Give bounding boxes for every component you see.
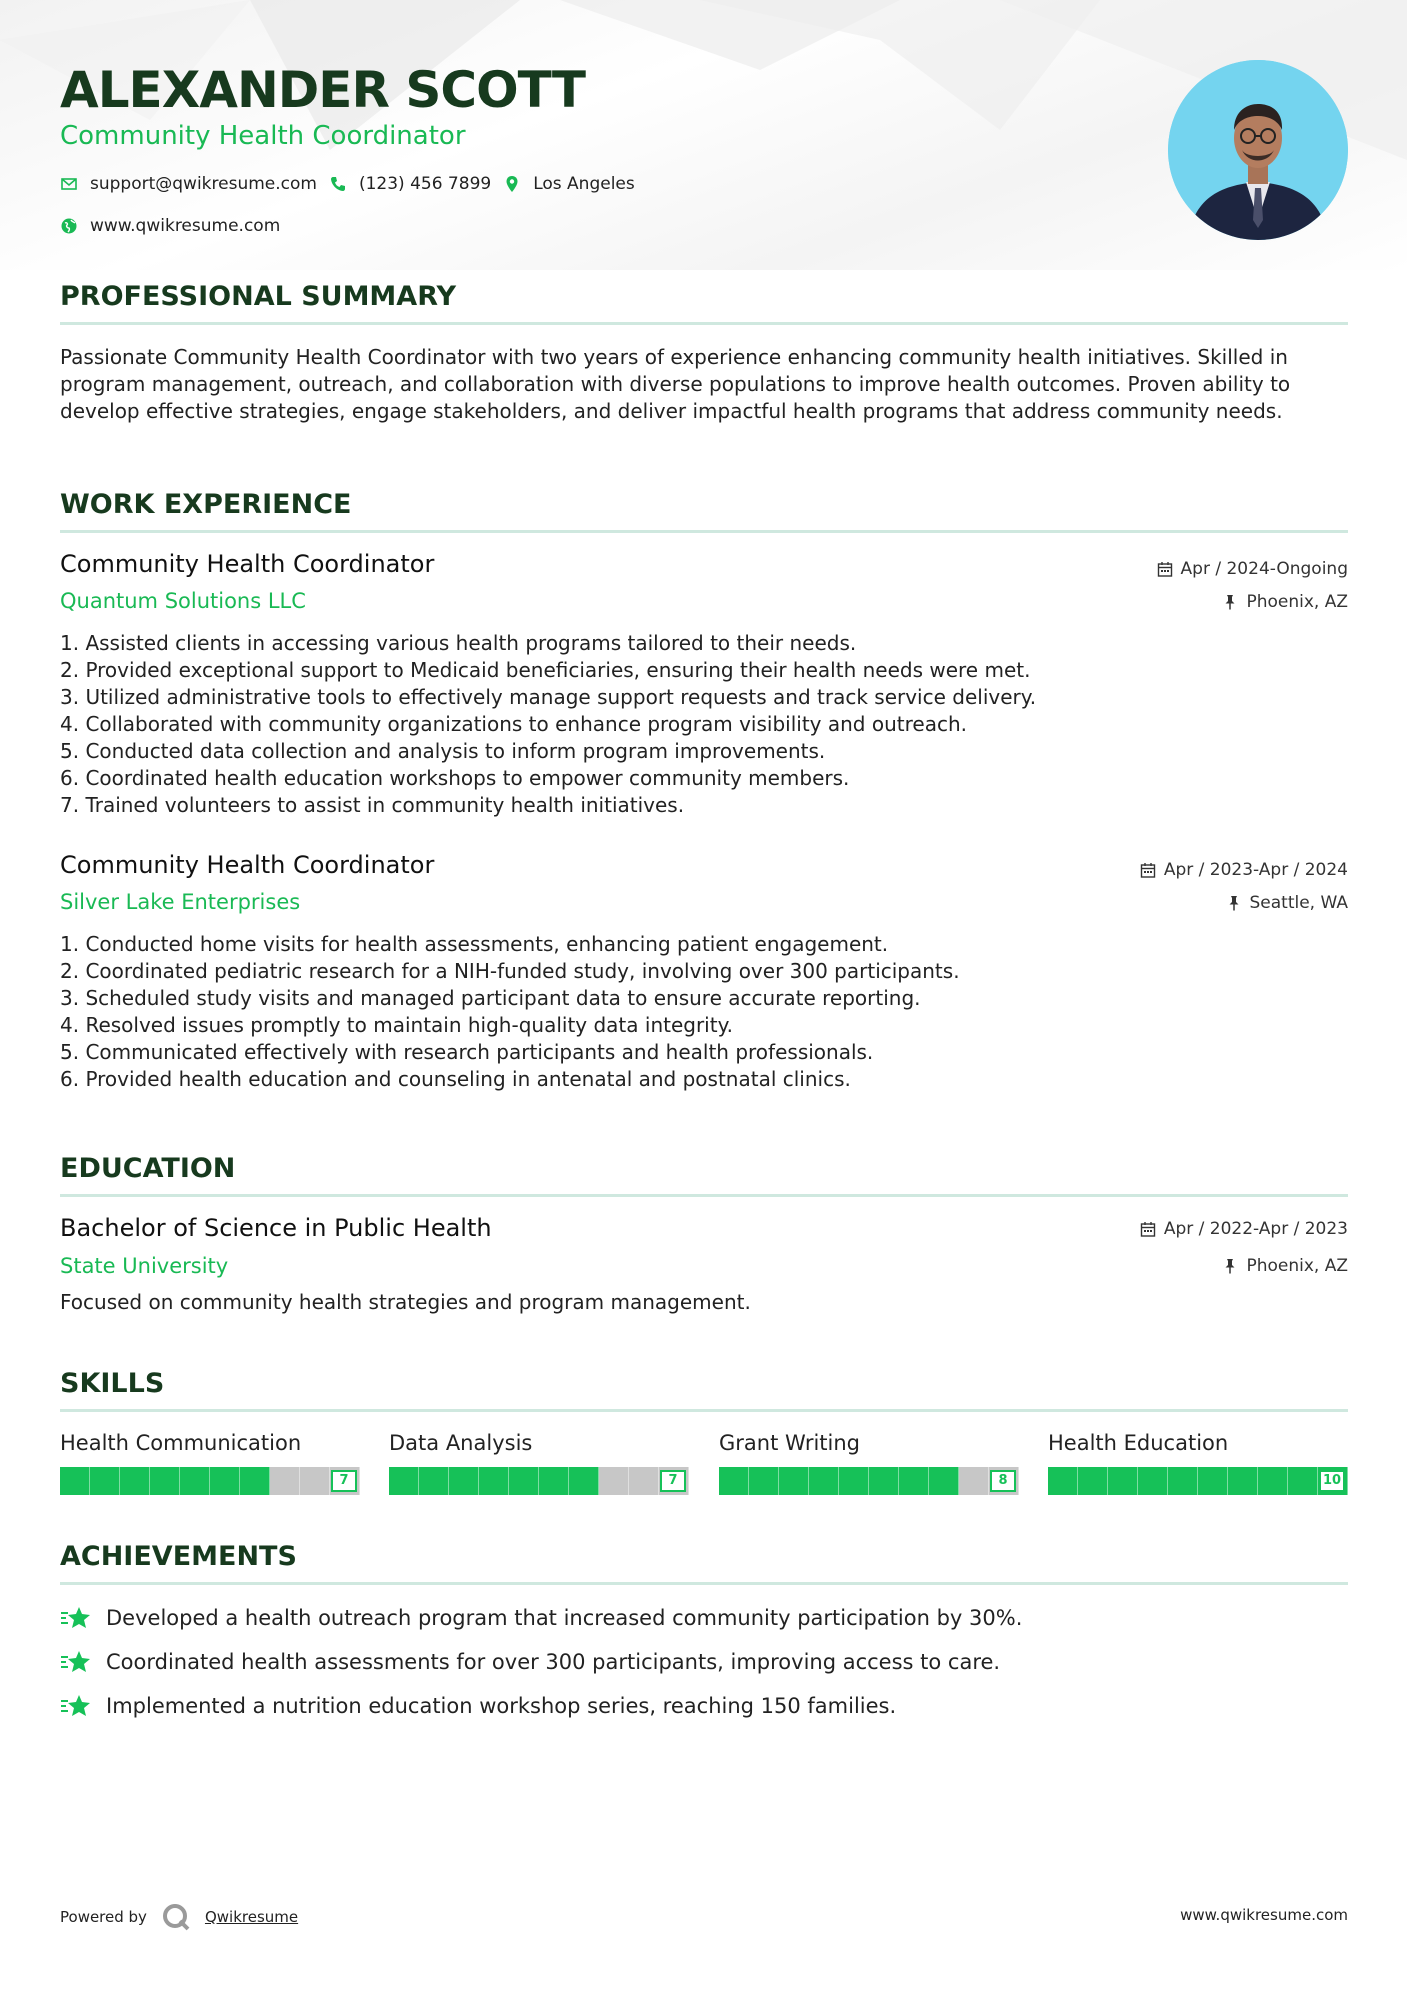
skill-score: 10 (1319, 1470, 1345, 1492)
candidate-title: Community Health Coordinator (60, 121, 466, 151)
experience-divider (60, 530, 1348, 533)
skill-bar-segment (300, 1467, 330, 1495)
star-icon (60, 1693, 92, 1719)
skill-item (389, 1429, 689, 1495)
achievements-divider (60, 1582, 1348, 1585)
skill-bar-segment (150, 1467, 180, 1495)
job-2-dates-row (1140, 859, 1348, 881)
education-description: Focused on community health strategies and program management. (60, 1290, 751, 1314)
footer-powered-by (60, 1902, 298, 1932)
duty-item: 1. Assisted clients in accessing various health programs tailored to their needs. (60, 631, 857, 655)
skill-bar-segment (569, 1467, 599, 1495)
duty-item: 7. Trained volunteers to assist in community health initiatives. (60, 793, 685, 817)
duty-item: 5. Communicated effectively with research participants and health professionals. (60, 1040, 874, 1064)
education-heading: EDUCATION (60, 1153, 236, 1184)
skill-bar-segment (509, 1467, 539, 1495)
skill-bar-segment (449, 1467, 479, 1495)
contact-email[interactable]: support@qwikresume.com (90, 174, 317, 194)
skill-bar-segment (779, 1467, 809, 1495)
education-degree: Bachelor of Science in Public Health (60, 1214, 492, 1242)
duty-item: 5. Conducted data collection and analysis to inform program improvements. (60, 739, 826, 763)
skill-bar-segment (749, 1467, 779, 1495)
powered-by-label: Powered by (60, 1908, 147, 1926)
job-1-dates: Apr / 2024-Ongoing (1180, 559, 1348, 579)
skill-meter (719, 1467, 1019, 1495)
achievement-text: Implemented a nutrition education workshop series, reaching 150 families. (106, 1694, 897, 1718)
calendar-icon (1140, 862, 1156, 878)
skill-name: Grant Writing (719, 1431, 860, 1455)
skill-bar-segment (839, 1467, 869, 1495)
skill-bar-segment (90, 1467, 120, 1495)
phone-icon (329, 175, 347, 193)
job-1-location-row (1222, 591, 1348, 613)
skill-bar-segment (899, 1467, 929, 1495)
duty-item: 6. Coordinated health education workshops to empower community members. (60, 766, 850, 790)
achievement-item (60, 1604, 1022, 1632)
skill-bar-segment (1138, 1467, 1168, 1495)
calendar-icon (1140, 1221, 1156, 1237)
education-divider (60, 1194, 1348, 1197)
job-1-duties (60, 630, 1348, 819)
job-2-duties (60, 931, 1348, 1093)
contact-row-1 (60, 173, 635, 195)
education-dates: Apr / 2022-Apr / 2023 (1163, 1219, 1348, 1239)
job-1-dates-row (1157, 558, 1348, 580)
job-2-dates: Apr / 2023-Apr / 2024 (1163, 860, 1348, 880)
globe-icon (60, 217, 78, 235)
contact-phone[interactable]: (123) 456 7899 (358, 174, 492, 194)
achievement-item (60, 1648, 1000, 1676)
calendar-icon (1157, 561, 1173, 577)
skill-item (719, 1429, 1019, 1495)
education-location-row (1222, 1255, 1348, 1277)
skill-bar (719, 1467, 1019, 1495)
skill-bar-segment (929, 1467, 959, 1495)
job-1-title: Community Health Coordinator (60, 550, 435, 578)
profile-photo (1168, 60, 1348, 240)
skill-bar-segment (539, 1467, 569, 1495)
skill-bar-segment (180, 1467, 210, 1495)
education-location: Phoenix, AZ (1246, 1256, 1348, 1276)
skill-item (60, 1429, 360, 1495)
star-icon (60, 1605, 92, 1631)
duty-item: 4. Resolved issues promptly to maintain high-quality data integrity. (60, 1013, 733, 1037)
job-2-title: Community Health Coordinator (60, 851, 435, 879)
job-1-company: Quantum Solutions LLC (60, 589, 306, 613)
skill-score: 8 (990, 1470, 1016, 1492)
summary-text: Passionate Community Health Coordinator with two years of experience enhancing community health initiatives. Skilled in program management, outreach, and collaboration with diverse populations to improve health outcomes. Proven ability to develop effective strategies, engage stakeholders, and deliver impactful health programs that address community needs. (60, 345, 1291, 423)
skill-bar-segment (1048, 1467, 1078, 1495)
envelope-icon (60, 175, 78, 193)
job-2-location-row (1226, 892, 1349, 914)
skill-bar-segment (1078, 1467, 1108, 1495)
skill-meter (1048, 1467, 1348, 1495)
job-2-location: Seattle, WA (1249, 893, 1348, 913)
skill-name: Health Education (1048, 1431, 1229, 1455)
person-silhouette-icon (1168, 60, 1348, 240)
job-1-location: Phoenix, AZ (1246, 592, 1348, 612)
skill-bar-segment (959, 1467, 989, 1495)
education-school: State University (60, 1254, 229, 1278)
skill-bar-segment (1198, 1467, 1228, 1495)
pushpin-icon (1226, 895, 1242, 911)
skill-bar-segment (1168, 1467, 1198, 1495)
skill-bar (60, 1467, 360, 1495)
duty-item: 3. Utilized administrative tools to effectively manage support requests and track service delivery. (60, 685, 1037, 709)
summary-heading: PROFESSIONAL SUMMARY (60, 281, 457, 312)
skill-bar-segment (389, 1467, 419, 1495)
skill-score: 7 (331, 1470, 357, 1492)
skill-bar-segment (719, 1467, 749, 1495)
skill-bar-segment (60, 1467, 90, 1495)
skill-bar (389, 1467, 689, 1495)
skills-divider (60, 1409, 1348, 1412)
duty-item: 2. Provided exceptional support to Medicaid beneficiaries, ensuring their health needs were met. (60, 658, 1031, 682)
skill-bar-segment (809, 1467, 839, 1495)
candidate-name: ALEXANDER SCOTT (60, 61, 585, 119)
duty-item: 2. Coordinated pediatric research for a NIH-funded study, involving over 300 participants. (60, 959, 960, 983)
skill-bar-segment (629, 1467, 659, 1495)
summary-divider (60, 322, 1348, 325)
skill-bar-segment (240, 1467, 270, 1495)
skill-bar-segment (1228, 1467, 1258, 1495)
skill-bar-segment (1108, 1467, 1138, 1495)
skill-meter (60, 1467, 360, 1495)
contact-website[interactable]: www.qwikresume.com (90, 216, 281, 236)
brand-link[interactable]: Qwikresume (204, 1908, 299, 1926)
skill-name: Health Communication (60, 1431, 302, 1455)
skill-bar-segment (270, 1467, 300, 1495)
skill-item (1048, 1429, 1348, 1495)
qwikresume-logo-icon (161, 1902, 191, 1932)
skill-bar-segment (419, 1467, 449, 1495)
pushpin-icon (1222, 594, 1238, 610)
duty-item: 4. Collaborated with community organizations to enhance program visibility and outreach. (60, 712, 967, 736)
map-pin-icon (503, 175, 521, 193)
contact-row-2 (60, 215, 280, 237)
star-icon (60, 1649, 92, 1675)
job-2-company: Silver Lake Enterprises (60, 890, 301, 914)
skill-bar-segment (599, 1467, 629, 1495)
experience-heading: WORK EXPERIENCE (60, 489, 352, 520)
duty-item: 1. Conducted home visits for health assessments, enhancing patient engagement. (60, 932, 889, 956)
skill-score: 7 (660, 1470, 686, 1492)
skill-bar-segment (1258, 1467, 1288, 1495)
footer-website[interactable]: www.qwikresume.com (1180, 1906, 1348, 1924)
achievements-heading: ACHIEVEMENTS (60, 1541, 297, 1572)
skill-bar (1048, 1467, 1348, 1495)
duty-item: 6. Provided health education and counseling in antenatal and postnatal clinics. (60, 1067, 851, 1091)
achievement-text: Coordinated health assessments for over 300 participants, improving access to care. (106, 1650, 1001, 1674)
skill-bar-segment (1288, 1467, 1318, 1495)
skills-heading: SKILLS (60, 1368, 165, 1399)
achievement-item (60, 1692, 896, 1720)
skill-name: Data Analysis (389, 1431, 533, 1455)
skill-bar-segment (479, 1467, 509, 1495)
achievement-text: Developed a health outreach program that increased community participation by 30%. (106, 1606, 1023, 1630)
education-dates-row (1140, 1218, 1348, 1240)
duty-item: 3. Scheduled study visits and managed participant data to ensure accurate reporting. (60, 986, 921, 1010)
pushpin-icon (1222, 1258, 1238, 1274)
skill-bar-segment (210, 1467, 240, 1495)
skill-bar-segment (120, 1467, 150, 1495)
skill-bar-segment (869, 1467, 899, 1495)
skill-meter (389, 1467, 689, 1495)
contact-location: Los Angeles (533, 174, 635, 194)
